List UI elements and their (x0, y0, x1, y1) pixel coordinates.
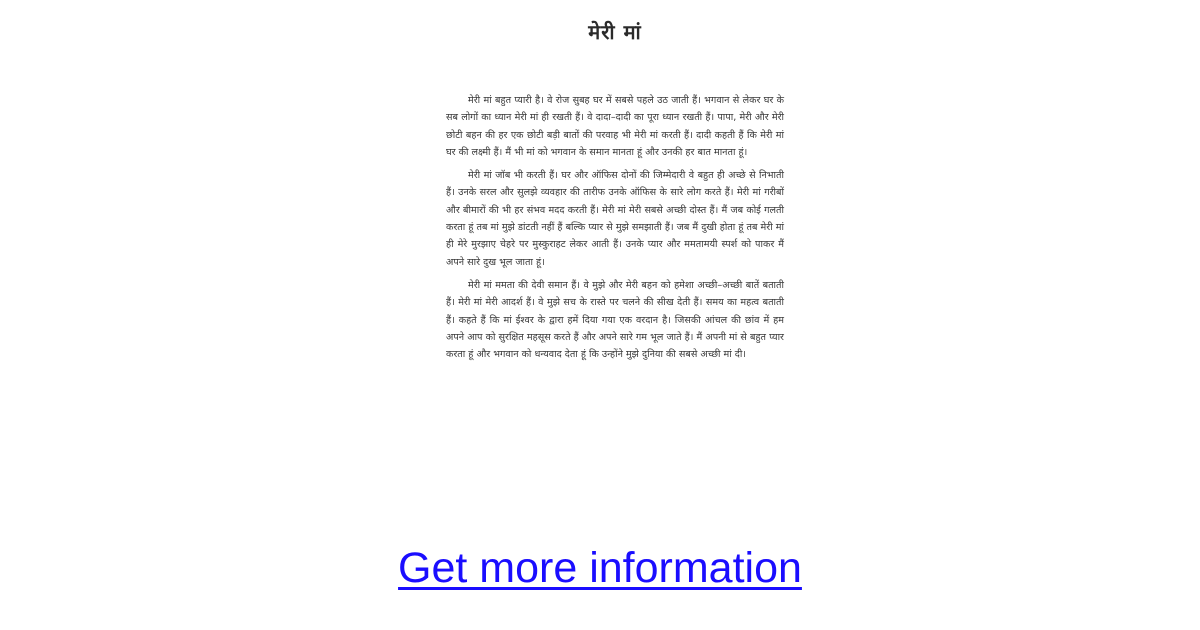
document-paragraph-1: मेरी मां बहुत प्यारी है। वे रोज सुबह घर में सबसे पहले उठ जाती हैं। भगवान से लेकर घर के सब लोगों का ध्यान मेरी मां ही रखती हैं। वे दादा–दादी का पूरा ध्यान रखती हैं। पापा, मेरी और मेरी छोटी बहन की हर एक छोटी बड़ी बातों की परवाह भी मेरी मां करती हैं। दादी कहती हैं कि मेरी मां घर की लक्ष्मी हैं। मैं भी मां को भगवान के समान मानता हूं और उनकी हर बात मानता हूं। (446, 95, 784, 158)
document-paragraph-2: मेरी मां जॉब भी करती हैं। घर और ऑफिस दोनों की जिम्मेदारी वे बहुत ही अच्छे से निभाती हैं। उनके सरल और सुलझे व्यवहार की तारीफ उनके ऑफिस के सारे लोग करते हैं। मेरी मां गरीबों और बीमारों की भी हर संभव मदद करती हैं। मेरी मां मेरी सबसे अच्छी दोस्त हैं। मैं जब कोई गलती करता हूं तब मां मुझे डांटती नहीं हैं बल्कि प्यार से मुझे समझाती हैं। जब मैं दुखी होता हूं तब मेरी मां ही मेरे मुरझाए चेहरे पर मुस्कुराहट लेकर आती हैं। उनके प्यार और ममतामयी स्पर्श को पाकर मैं अपने सारे दुख भूल जाता हूं। (446, 170, 784, 268)
document-paragraph-3: मेरी मां ममता की देवी समान हैं। वे मुझे और मेरी बहन को हमेशा अच्छी–अच्छी बातें बताती हैं। मेरी मां मेरी आदर्श हैं। वे मुझे सच के रास्ते पर चलने की सीख देती हैं। समय का महत्व बताती हैं। कहते हैं कि मां ईश्वर के द्वारा हमें दिया गया एक वरदान है। जिसकी आंचल की छांव में हम अपने आप को सुरक्षित महसूस करते हैं और अपने सारे गम भूल जाते हैं। मैं अपनी मां से बहुत प्यार करता हूं और भगवान को धन्यवाद देता हूं कि उन्होंने मुझे दुनिया की सबसे अच्छी मां दी। (446, 279, 784, 361)
get-more-information-link[interactable]: Get more information (398, 544, 802, 592)
document-title: मेरी मां (588, 20, 642, 44)
document-scan (420, 0, 790, 530)
document-body (446, 92, 784, 369)
